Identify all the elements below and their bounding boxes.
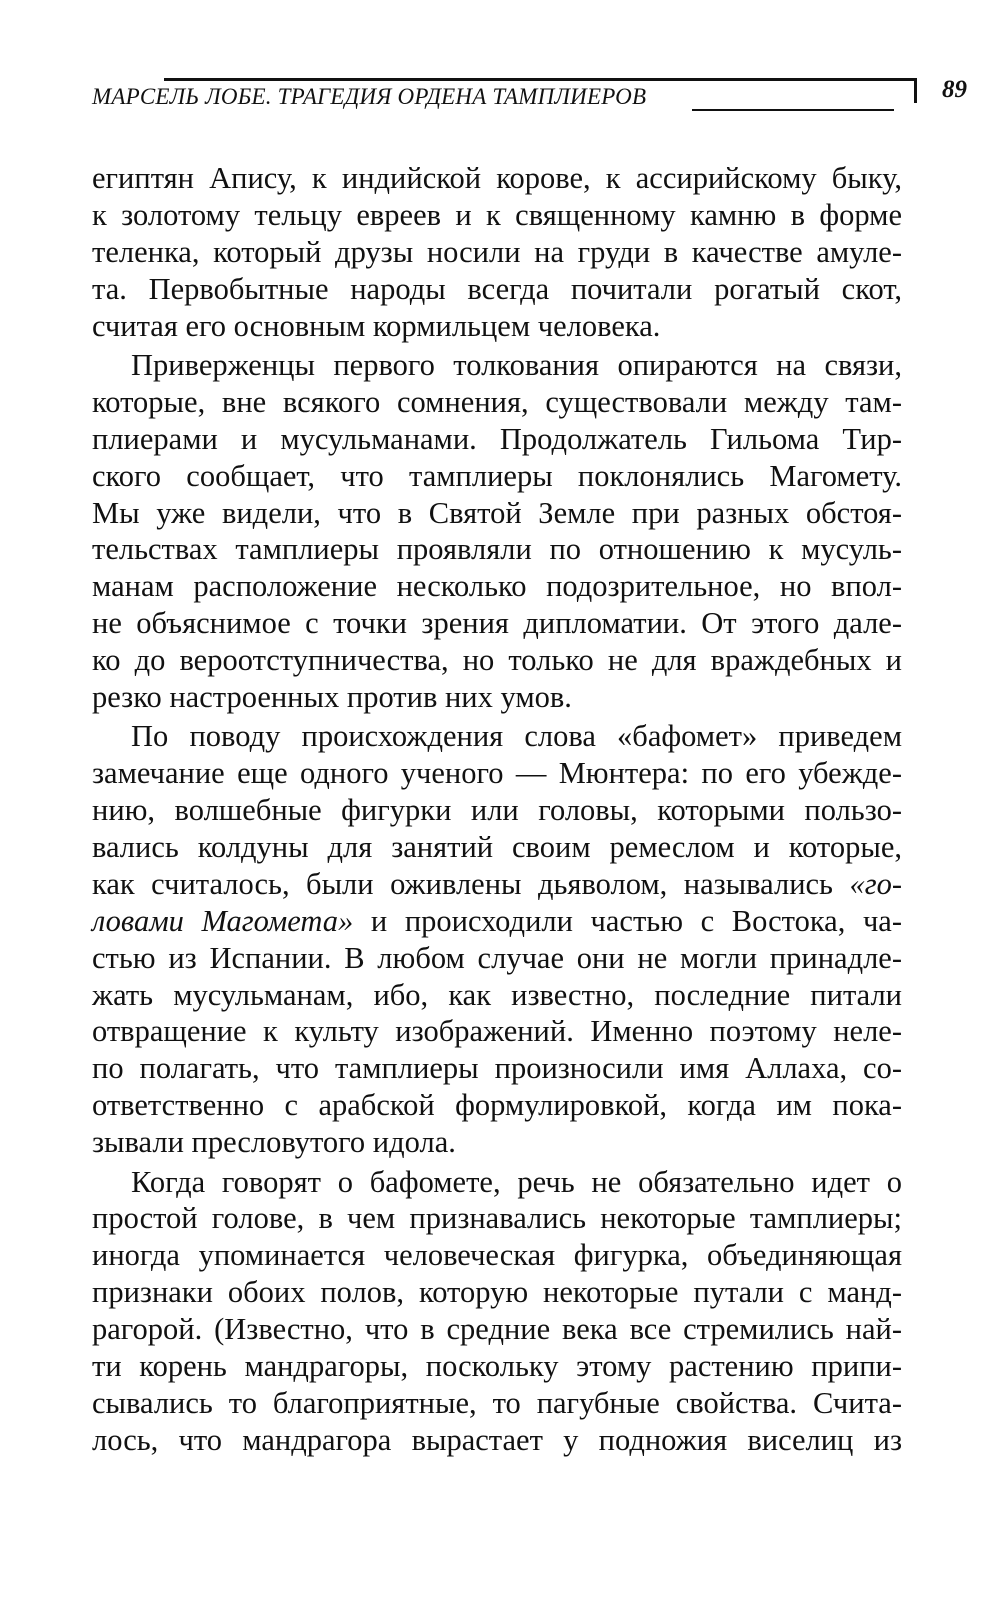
- text-line: плиерами и мусульманами. Продолжатель Гильома Тир-: [92, 421, 902, 456]
- text-line: жать мусульманам, ибо, как известно, последние питали: [92, 977, 902, 1012]
- text-line: манам расположение несколько подозрительное, но впол-: [92, 569, 902, 604]
- text-fragment: как считалось, были оживлены дьяволом, назывались: [92, 866, 833, 901]
- italic-fragment: ловами Магомета»: [92, 903, 354, 938]
- paragraph-4: [92, 1164, 902, 1459]
- text-line: по полагать, что тамплиеры произносили имя Аллаха, со-: [92, 1051, 902, 1086]
- text-line: теленка, который друзы носили на груди в качестве амуле-: [92, 234, 902, 269]
- text-line: стью из Испании. В любом случае они не могли принадле-: [92, 940, 902, 975]
- header-rule-top: [164, 78, 914, 81]
- text-line: та. Первобытные народы всегда почитали рогатый скот,: [92, 271, 902, 306]
- page-number: 89: [942, 76, 967, 103]
- text-line: Приверженцы первого толкования опираются на связи,: [131, 347, 902, 382]
- text-line: резко настроенных против них умов.: [92, 679, 572, 714]
- paragraph-3: [92, 718, 902, 1161]
- text-line: к золотому тельцу евреев и к священному камню в форме: [92, 197, 902, 232]
- text-line: замечание еще одного ученого — Мюнтера: по его убежде-: [92, 756, 902, 791]
- body-text: [92, 160, 902, 1459]
- text-line: иногда упоминается человеческая фигурка, объединяющая: [92, 1238, 902, 1273]
- text-line: простой голове, в чем признавались некоторые тамплиеры;: [92, 1201, 902, 1236]
- text-line: вались колдуны для занятий своим ремеслом и которые,: [92, 830, 902, 865]
- paragraph-2: [92, 347, 902, 716]
- text-line: считая его основным кормильцем человека.: [92, 308, 661, 343]
- text-line: отвращение к культу изображений. Именно поэтому неле-: [92, 1014, 902, 1049]
- text-fragment: и происходили частью с Востока, ча-: [370, 903, 902, 938]
- text-line: которые, вне всякого сомнения, существовали между там-: [92, 384, 902, 419]
- text-line: зывали пресловутого идола.: [92, 1125, 456, 1160]
- text-line: ответственно с арабской формулировкой, когда им пока-: [92, 1088, 902, 1123]
- text-line: признаки обоих полов, которую некоторые путали с манд-: [92, 1275, 902, 1310]
- text-line: египтян Апису, к индийской корове, к ассирийскому быку,: [92, 161, 902, 195]
- text-line-with-italic: [92, 903, 902, 940]
- running-header: [92, 72, 967, 116]
- header-rule-tick: [914, 78, 917, 103]
- text-line: лось, что мандрагора вырастает у подножия виселиц из: [92, 1422, 902, 1457]
- header-rule-bottom: [692, 109, 894, 111]
- text-line: Когда говорят о бафомете, речь не обязательно идет о: [131, 1164, 902, 1199]
- text-line: нию, волшебные фигурки или головы, которыми пользо-: [92, 793, 902, 828]
- running-title: МАРСЕЛЬ ЛОБЕ. ТРАГЕДИЯ ОРДЕНА ТАМПЛИЕРОВ: [92, 84, 647, 109]
- italic-fragment: «го-: [849, 866, 902, 901]
- text-line: сывались то благоприятные, то пагубные свойства. Счита-: [92, 1385, 902, 1420]
- text-line: не объяснимое с точки зрения дипломатии. От этого дале-: [92, 606, 902, 641]
- text-line: ко до вероотступничества, но только не для враждебных и: [92, 643, 902, 678]
- text-line: ти корень мандрагоры, поскольку этому растению припи-: [92, 1349, 902, 1383]
- text-line: Мы уже видели, что в Святой Земле при разных обстоя-: [92, 495, 902, 530]
- text-line: ского сообщает, что тамплиеры поклонялись Магомету.: [92, 458, 902, 493]
- text-line: тельствах тамплиеры проявляли по отношению к мусуль-: [92, 532, 902, 567]
- text-line: рагорой. (Известно, что в средние века все стремились най-: [92, 1312, 902, 1347]
- paragraph-1: [92, 160, 902, 344]
- text-line: По поводу происхождения слова «бафомет» приведем: [131, 719, 902, 754]
- text-line-with-italic: [92, 866, 902, 903]
